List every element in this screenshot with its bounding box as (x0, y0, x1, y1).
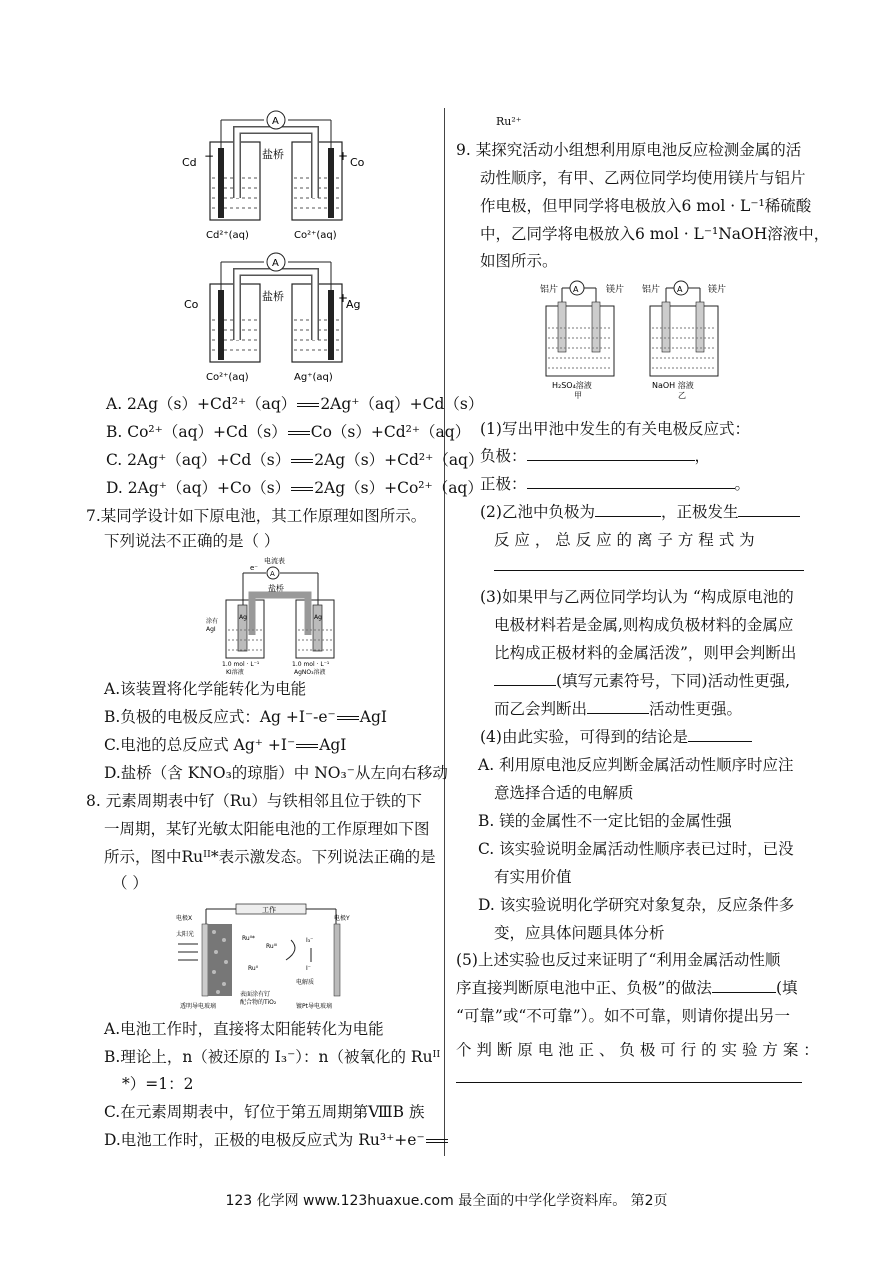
p3-text-f: 活动性更强。 (649, 700, 743, 718)
p3-blank-2[interactable] (587, 699, 649, 714)
solution-ag-label: Ag⁺(aq) (294, 372, 333, 383)
salt-bridge-label: 盐桥 (262, 290, 284, 303)
electron-label: e⁻ (250, 564, 259, 572)
page-footer: 123 化学网 www.123huaxue.com 最全面的中学化学资料库。 第2页 (225, 1193, 668, 1209)
positive-label: 正极： (480, 475, 527, 493)
option-a-left: A. 2Ag（s）+Cd²⁺（aq） (106, 395, 297, 413)
glass-label: 透明导电玻璃 (180, 1003, 217, 1010)
q6-option-c (106, 450, 483, 470)
sol1-name: KI溶液 (226, 669, 244, 676)
q9-p4-option-b: B. 镁的金属性不一定比铝的金属性强 (478, 812, 732, 830)
q9-p4-option-c2: 有实用价值 (494, 868, 572, 886)
q9-part3-d (494, 671, 790, 691)
ammeter-label: A (272, 258, 279, 269)
q9-p4-option-c1: C. 该实验说明金属活动性顺序表已过时，已没 (478, 840, 794, 858)
electrode-y-label: 电极Y (334, 915, 350, 922)
q7-stem-2: 下列说法不正确的是（ ） (104, 532, 280, 550)
cell-diagram-cd-co (182, 108, 365, 243)
q9-positive-line (480, 474, 750, 494)
coat-label-1: 涂有 (206, 618, 219, 625)
naoh-label: NaOH 溶液 (652, 381, 694, 390)
plus-sign: + (338, 149, 349, 163)
q7-c-left: C.电池的总反应式 Ag⁺ +I⁻ (104, 736, 296, 754)
q9-stem-5: 如图所示。 (480, 252, 558, 270)
bridge-label: 盐桥 (268, 584, 284, 593)
sol1-conc: 1.0 mol · L⁻¹ (222, 661, 260, 668)
p3-text-e: 而乙会判断出 (494, 700, 588, 718)
q7-stem-1: 7.某同学设计如下原电池，其工作原理如图所示。 (86, 507, 427, 525)
mg-al-cells-diagram (538, 278, 728, 400)
q6-option-d (106, 478, 483, 498)
meter-label: 电流表 (264, 557, 285, 565)
cell-diagram-co-ag (182, 250, 362, 385)
q9-part2-cont: 反 应 ， 总 反 应 的 离 子 方 程 式 为 (494, 531, 755, 549)
q9-part3-c: 比构成正极材料的金属活泼”，则甲会判断出 (494, 644, 797, 662)
positive-blank[interactable] (527, 474, 735, 489)
negative-label: 负极： (480, 447, 527, 465)
q8-stem-2: 一周期，某钌光敏太阳能电池的工作原理如下图 (104, 820, 430, 838)
positive-end: 。 (734, 475, 751, 493)
sunlight-label: 太阳光 (176, 931, 195, 938)
column-divider (444, 108, 445, 1156)
q8-option-c: C.在元素周期表中，钌位于第五周期第ⅧB 族 (104, 1103, 425, 1121)
q7-option-b (104, 707, 387, 727)
electrode-ag-label: Ag (346, 298, 361, 311)
ru-solar-cell-diagram (176, 900, 366, 1012)
p5-blank[interactable] (712, 978, 776, 993)
p2-text-a: (2)乙池中负极为 (480, 503, 595, 521)
p2-blank-2[interactable] (738, 502, 800, 517)
q8-stem-3: 所示，图中Ruᴵᴵ*表示激发态。下列说法正确的是 (104, 848, 436, 866)
coat-label-2: AgI (206, 626, 216, 633)
electrode-co-label: Co (184, 298, 199, 311)
al-label-right: 铝片 (642, 285, 661, 295)
al-label-left: 铝片 (540, 285, 559, 295)
q6-option-b (106, 422, 470, 442)
q9-negative-line (480, 446, 710, 466)
ammeter-label: A (272, 116, 279, 127)
plus-sign: + (338, 291, 349, 305)
electrode-x-label: 电极X (176, 915, 193, 922)
solution-cd-label: Cd²⁺(aq) (206, 230, 249, 241)
i-label: I⁻ (306, 965, 311, 972)
q9-part5-c: “可靠”或“不可靠”）。如不可靠，则请你提出另一 (456, 1007, 790, 1025)
q9-stem-3: 作电极，但甲同学将电极放入6 mol · L⁻¹稀硫酸 (480, 197, 812, 215)
q8-option-b-cont: *）=1：2 (122, 1075, 194, 1093)
h2so4-label: H₂SO₄溶液 (552, 381, 592, 390)
cell-yi-label: 乙 (678, 391, 686, 400)
sol2-name: AgNO₃溶液 (294, 669, 326, 676)
p5-text-b2: (填 (775, 979, 798, 997)
ammeter-letter: A (270, 570, 275, 578)
q8-d-text: D.电池工作时，正极的电极反应式为 Ru³⁺+e⁻ (104, 1131, 425, 1149)
q9-p4-option-d1: D. 该实验说明化学研究对象复杂，反应条件多 (478, 896, 795, 914)
q8-stem-4: （ ） (112, 874, 148, 892)
work-label: 工作 (262, 906, 276, 914)
negative-end: ， (694, 447, 711, 465)
ru-excited-label: Ruᴵᴵ* (242, 935, 255, 942)
q7-c-right: AgI (319, 736, 347, 754)
q9-stem-4: 中，乙同学将电极放入6 mol · L⁻¹NaOH溶液中， (480, 225, 830, 243)
p5-answer-blank[interactable] (456, 1068, 802, 1083)
sol2-conc: 1.0 mol · L⁻¹ (292, 661, 330, 668)
minus-sign: − (204, 149, 215, 163)
p4-text: (4)由此实验，可得到的结论是 (480, 728, 688, 746)
q9-p4-option-a1: A. 利用原电池反应判断金属活动性顺序时应注 (478, 756, 794, 774)
option-c-left: C. 2Ag⁺（aq）+Cd（s） (106, 451, 291, 469)
electrode-co-label: Co (350, 156, 365, 169)
ru-ii-label: Ruᴵᴵ (248, 965, 258, 972)
p5-text-b: 序直接判断原电池中正、负极”的做法 (456, 979, 712, 997)
solution-co-label: Co²⁺(aq) (294, 230, 337, 241)
q7-b-right: AgI (359, 708, 387, 726)
ru-iii-label: Ruᴵᴵᴵ (266, 943, 278, 950)
salt-bridge-label: 盐桥 (262, 148, 284, 161)
q9-stem-1: 9. 某探究活动小组想利用原电池反应检测金属的活 (456, 141, 802, 159)
q7-b-left: B.负极的电极反应式：Ag +I⁻-e⁻ (104, 708, 336, 726)
q8-stem-1: 8. 元素周期表中钌（Ru）与铁相邻且位于铁的下 (86, 792, 422, 810)
q8-option-b: B.理论上，n（被还原的 I₃⁻）：n（被氧化的 Ruᴵᴵ (104, 1048, 441, 1066)
q9-part2-answer (494, 556, 804, 576)
q9-part1: (1)写出甲池中发生的有关电极反应式： (480, 420, 750, 438)
q9-p4-option-d2: 变，应具体问题具体分析 (494, 924, 665, 942)
tio2-label-2: 配合物的TiO₂ (240, 999, 277, 1006)
q8-d-continuation: Ru²⁺ (496, 115, 522, 128)
q9-part2 (480, 502, 800, 522)
option-c-right: 2Ag（s）+Cd²⁺（aq） (314, 451, 484, 469)
q8-option-d (104, 1130, 449, 1150)
p4-blank[interactable] (688, 727, 752, 742)
option-d-left: D. 2Ag⁺（aq）+Co（s） (106, 479, 291, 497)
p2-blank-1[interactable] (595, 502, 661, 517)
option-b-right: Co（s）+Cd²⁺（aq） (310, 423, 471, 441)
p3-blank-1[interactable] (494, 671, 556, 686)
q9-part4 (480, 727, 752, 747)
option-d-right: 2Ag（s）+Co²⁺（aq） (314, 479, 483, 497)
q9-p4-option-a2: 意选择合适的电解质 (494, 784, 634, 802)
ammeter-right: A (677, 285, 683, 294)
q9-part3-a: (3)如果甲与乙两位同学均认为 “构成原电池的 (480, 588, 794, 606)
q9-part5-a: (5)上述实验也反过来证明了“利用金属活动性顺 (456, 951, 781, 969)
q9-part5-answer (456, 1068, 802, 1088)
mg-label-left: 镁片 (606, 285, 625, 295)
q7-option-d: D.盐桥（含 KNO₃的琼脂）中 NO₃⁻从左向右移动 (104, 764, 448, 782)
q9-part3-b: 电极材料若是金属,则构成负极材料的金属应 (494, 616, 794, 634)
pt-glass-label: 镀Pt导电玻璃 (296, 1003, 332, 1010)
option-b-left: B. Co²⁺（aq）+Cd（s） (106, 423, 287, 441)
q7-option-c (104, 735, 346, 755)
ag-right: Ag (314, 614, 322, 621)
p3-text-d: (填写元素符号，下同)活动性更强, (556, 672, 791, 690)
option-a-right: 2Ag⁺（aq）+Cd（s） (320, 395, 484, 413)
electrode-cd-label: Cd (182, 156, 197, 169)
solution-co-label: Co²⁺(aq) (206, 372, 249, 383)
ag-left: Ag (239, 614, 247, 621)
negative-blank[interactable] (527, 446, 695, 461)
q9-stem-2: 动性顺序，有甲、乙两位同学均使用镁片与铝片 (480, 169, 806, 187)
tio2-label-1: 表面涂有钌 (240, 991, 271, 998)
q7-option-a: A.该装置将化学能转化为电能 (104, 680, 307, 698)
p2-text-b: ，正极发生 (660, 503, 739, 521)
ammeter-left: A (573, 285, 579, 294)
mg-label-right: 镁片 (708, 285, 727, 295)
q6-option-a (106, 394, 483, 414)
q9-part5-b (456, 978, 798, 998)
electrolyte-label: 电解质 (296, 979, 315, 986)
i3-label: I₃⁻ (306, 937, 314, 944)
p2-equation-blank[interactable] (494, 556, 804, 571)
q9-part3-e (494, 699, 742, 719)
cell-diagram-agi (206, 555, 346, 677)
cell-jia-label: 甲 (574, 391, 582, 400)
q9-part5-d: 个 判 断 原 电 池 正 、 负 极 可 行 的 实 验 方 案 ： (456, 1041, 819, 1059)
q8-option-a: A.电池工作时，直接将太阳能转化为电能 (104, 1020, 384, 1038)
